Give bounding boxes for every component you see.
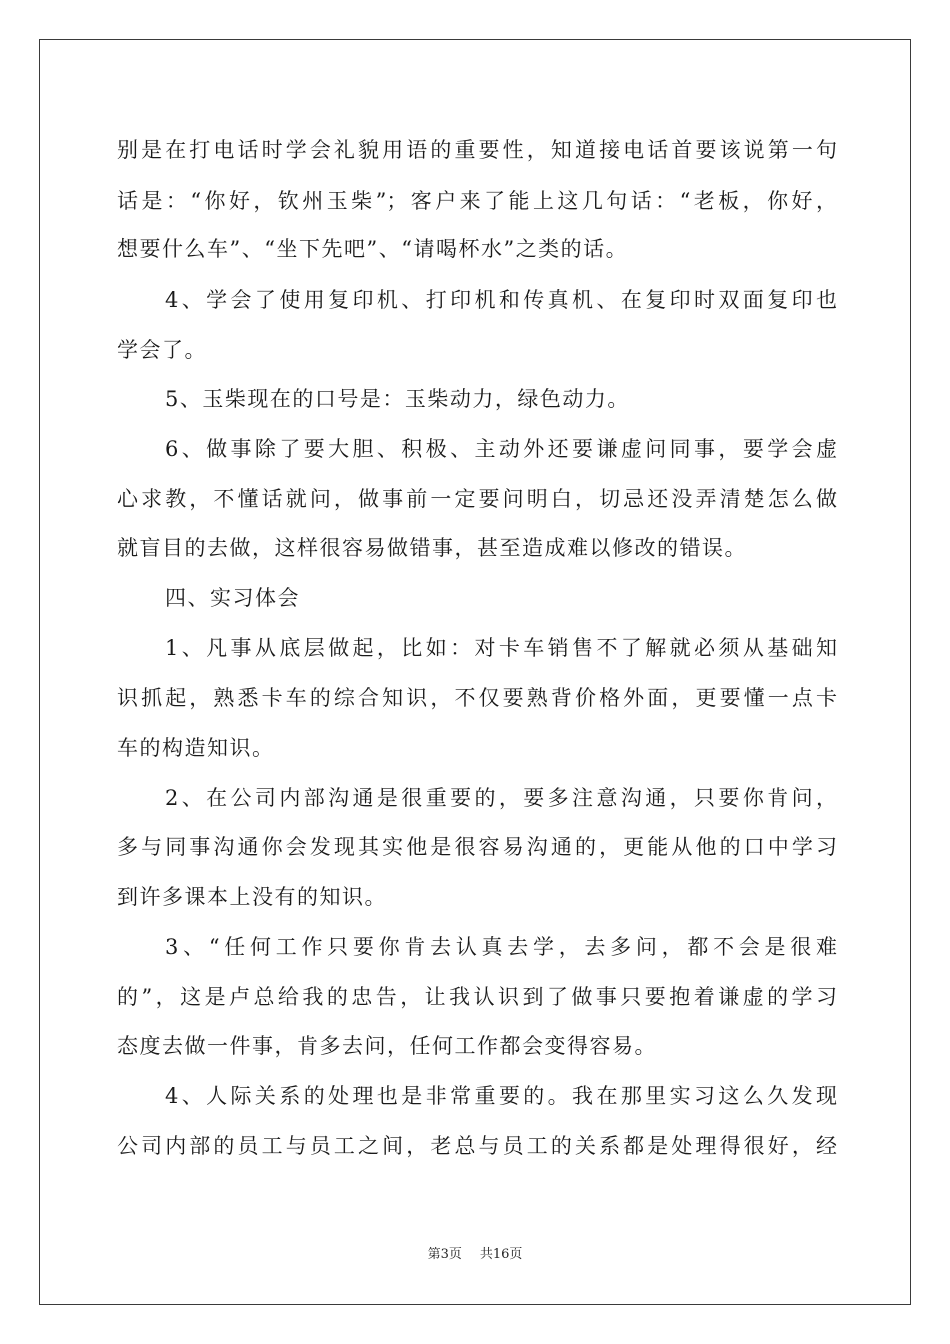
text-line: 识抓起，熟悉卡车的综合知识，不仅要熟背价格外面，更要懂一点卡 [117, 686, 837, 710]
text-line: 多与同事沟通你会发现其实他是很容易沟通的，更能从他的口中学习 [117, 835, 837, 859]
text-line: 1、凡事从底层做起，比如：对卡车销售不了解就必须从基础知 [165, 636, 837, 660]
text-line: 心求教，不懂话就问，做事前一定要问明白，切忌还没弄清楚怎么做 [117, 487, 837, 511]
text-line: 公司内部的员工与员工之间，老总与员工的关系都是处理得很好，经 [117, 1134, 837, 1158]
page-total: 共16页 [479, 1247, 523, 1262]
text-line: 6、做事除了要大胆、积极、主动外还要谦虚问同事，要学会虚 [165, 437, 837, 461]
text-line: 4、学会了使用复印机、打印机和传真机、在复印时双面复印也 [165, 288, 837, 312]
page-number: 第3页 [427, 1247, 462, 1262]
text-line: 5、玉柴现在的口号是：玉柴动力，绿色动力。 [165, 387, 630, 411]
text-line: 车的构造知识。 [117, 736, 275, 760]
text-line: 2、在公司内部沟通是很重要的，要多注意沟通，只要你肯问， [165, 786, 837, 810]
text-line: 学会了。 [117, 338, 207, 362]
text-line: 的”，这是卢总给我的忠告，让我认识到了做事只要抱着谦虚的学习 [117, 985, 837, 1009]
text-line: 到许多课本上没有的知识。 [117, 885, 387, 909]
text-line: 就盲目的去做，这样很容易做错事，甚至造成难以修改的错误。 [117, 536, 747, 560]
text-line: 别是在打电话时学会礼貌用语的重要性，知道接电话首要该说第一句 [117, 138, 837, 162]
text-line: 态度去做一件事，肯多去问，任何工作都会变得容易。 [117, 1034, 657, 1058]
text-line: 4、人际关系的处理也是非常重要的。我在那里实习这么久发现 [165, 1084, 837, 1108]
text-line: 3、“任何工作只要你肯去认真去学，去多问，都不会是很难 [165, 935, 837, 959]
page-footer [0, 1246, 950, 1264]
text-line: 想要什么车”、“坐下先吧”、“请喝杯水”之类的话。 [117, 237, 629, 261]
page-border [39, 39, 911, 1305]
text-line: 话是：“你好，钦州玉柴”；客户来了能上这几句话：“老板，你好， [117, 189, 837, 213]
section-heading: 四、实习体会 [165, 586, 300, 610]
